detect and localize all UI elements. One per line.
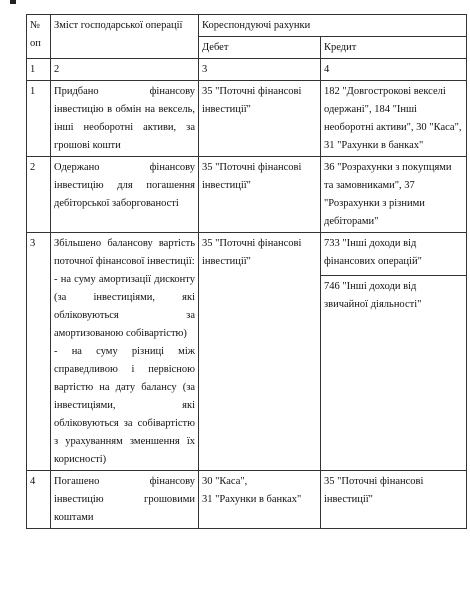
operation-content: Придбано фінансову інвестицію в обмін на вексель, інші необоротні активи, за грошові кошти [51,81,199,157]
row-number: 4 [27,471,51,529]
credit-account: 182 "Довгострокові векселі одержані", 184 "Інші необоротні активи", 30 "Каса", 31 "Рахунки в банках" [321,81,467,157]
header-accounts-cell: Кореспондуючі рахунки [199,15,467,37]
credit-account: 36 "Розрахунки з покупцями та замовниками", 37 "Розрахунки з різними дебіторами" [321,157,467,233]
header-number-cell: № оп [27,15,51,59]
credit-account-secondary: 746 "Інші доходи від звичайної діяльності" [324,281,422,310]
operation-content: Збільшено балансову вартість поточної фінансової інвестиції: - на суму амортизації дисконту (за інвестиціями, які обліковуються за амортизованою собівартістю) - на суму різниці між справедливою і первісною вартістю на дату балансу (за інвестиціями, які обліковуються за собівартістю з урахуванням зменшення їх корисності) [51,233,199,471]
header-debit-cell: Дебет [199,37,321,59]
table-row [27,233,467,471]
row-number: 1 [27,81,51,157]
operation-content: Погашено фінансову інвестицію грошовими коштами [51,471,199,529]
header-credit-cell: Кредит [321,37,467,59]
numbering-cell-3: 3 [199,59,321,81]
numbering-cell-1: 1 [27,59,51,81]
numbering-cell-4: 4 [321,59,467,81]
credit-account-primary: 733 "Інші доходи від фінансових операцій" [321,235,466,276]
debit-account: 35 "Поточні фінансові інвестиції" [199,81,321,157]
operation-content: Одержано фінансову інвестицію для погашення дебіторської заборгованості [51,157,199,233]
numbering-cell-2: 2 [51,59,199,81]
accounting-entries-table [26,14,467,529]
table-row [27,157,467,233]
row-number: 2 [27,157,51,233]
page-corner-mark [10,0,16,4]
credit-account-split [321,233,467,471]
row-number: 3 [27,233,51,471]
table-numbering-row [27,59,467,81]
table-row [27,81,467,157]
debit-account: 30 "Каса", 31 "Рахунки в банках" [199,471,321,529]
table-row [27,471,467,529]
debit-account: 35 "Поточні фінансові інвестиції" [199,157,321,233]
credit-account: 35 "Поточні фінансові інвестиції" [321,471,467,529]
table-header-row [27,15,467,37]
debit-account: 35 "Поточні фінансові інвестиції" [199,233,321,471]
header-content-cell: Зміст господарської операції [51,15,199,59]
